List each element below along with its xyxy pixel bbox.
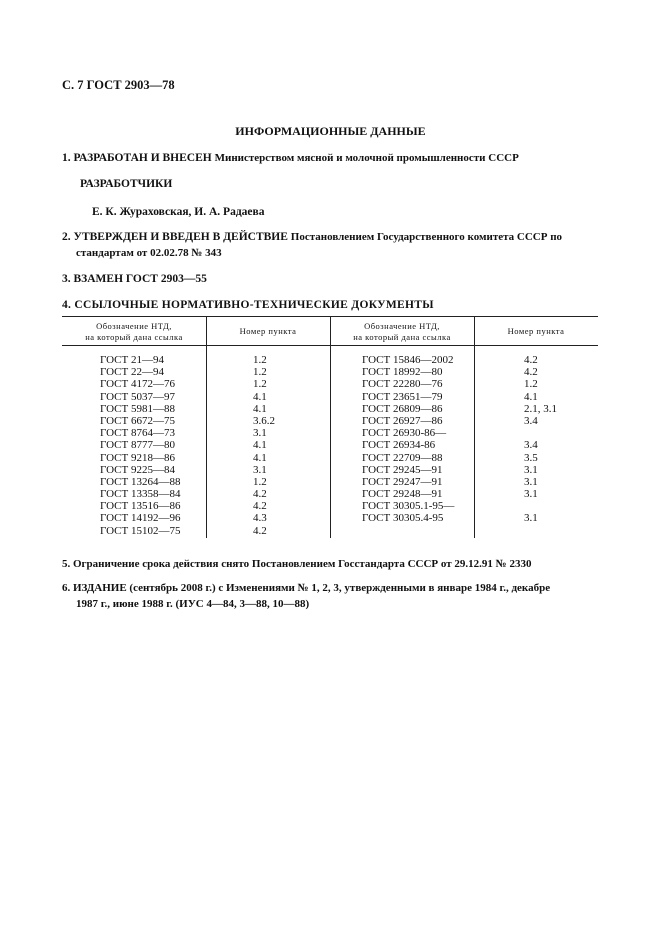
- ref-doc: ГОСТ 30305.1-95—: [362, 500, 455, 513]
- ref-point: 4.1: [253, 439, 267, 452]
- section-5-label: 5.: [62, 558, 71, 570]
- ref-point: 1.2: [253, 378, 267, 391]
- section-reference-docs: [62, 297, 434, 313]
- ref-doc: ГОСТ 26930-86—: [362, 427, 447, 440]
- ref-point: [524, 500, 557, 512]
- page-header: С. 7 ГОСТ 2903—78: [62, 78, 175, 92]
- ref-doc: ГОСТ 29247—91: [362, 475, 443, 488]
- ref-doc: ГОСТ 26934-86: [362, 439, 436, 452]
- ref-doc: ГОСТ 21—94: [100, 354, 164, 366]
- ref-doc: ГОСТ 5981—88: [100, 402, 175, 415]
- header-doc-line2: на который дана ссылка: [353, 332, 451, 342]
- ref-point: 2.1, 3.1: [524, 402, 557, 415]
- ref-point: 4.2: [253, 488, 267, 501]
- section-replaces: 3. ВЗАМЕН ГОСТ 2903—55: [62, 273, 207, 285]
- left-docs-column: [100, 354, 180, 537]
- ref-point: 4.3: [253, 512, 267, 525]
- section-approved: [62, 229, 602, 261]
- developers-label: РАЗРАБОТЧИКИ: [80, 178, 173, 190]
- table-divider-2: [330, 316, 331, 538]
- ref-point: 4.1: [253, 402, 267, 415]
- ref-point: 4.1: [253, 390, 267, 403]
- ref-doc: ГОСТ 23651—79: [362, 390, 443, 403]
- table-divider-3: [474, 316, 475, 538]
- ref-doc: ГОСТ 30305.4-95: [362, 512, 444, 525]
- ref-point: 3.1: [524, 512, 538, 525]
- ref-point: 4.2: [524, 354, 538, 366]
- section-edition: [62, 580, 602, 612]
- section-developed: [62, 150, 519, 166]
- ref-point: 3.6.2: [253, 414, 275, 427]
- ref-point: 3.1: [253, 463, 267, 476]
- ref-point: 3.4: [524, 439, 538, 452]
- ref-doc: ГОСТ 14192—96: [100, 512, 181, 525]
- ref-doc: ГОСТ 26809—86: [362, 402, 443, 415]
- ref-doc: ГОСТ 5037—97: [100, 390, 175, 403]
- ref-doc: ГОСТ 26927—86: [362, 414, 443, 427]
- section-6-label: 6. ИЗДАНИЕ: [62, 582, 127, 594]
- page-title: ИНФОРМАЦИОННЫЕ ДАННЫЕ: [235, 124, 426, 138]
- left-points-column: [253, 354, 275, 537]
- ref-point: 3.4: [524, 414, 538, 427]
- ref-doc: ГОСТ 22—94: [100, 366, 164, 379]
- ref-point: 4.2: [253, 524, 267, 537]
- ref-point: 4.2: [253, 500, 267, 513]
- developers-names: Е. К. Жураховская, И. А. Радаева: [92, 206, 265, 218]
- ref-doc: ГОСТ 8777—80: [100, 439, 175, 452]
- right-docs-column: [362, 354, 454, 525]
- ref-doc: ГОСТ 4172—76: [100, 378, 175, 391]
- right-points-column: [524, 354, 557, 525]
- ref-point: 4.1: [524, 390, 538, 403]
- section-2-label: 2. УТВЕРЖДЕН И ВВЕДЕН В ДЕЙСТВИЕ: [62, 231, 288, 243]
- ref-doc: ГОСТ 9225—84: [100, 463, 175, 476]
- table-divider-1: [206, 316, 207, 538]
- ref-doc: ГОСТ 13358—84: [100, 488, 181, 501]
- ref-doc: ГОСТ 29245—91: [362, 463, 443, 476]
- section-1-text: Министерством мясной и молочной промышленности СССР: [214, 152, 519, 164]
- header-doc-left: [62, 321, 206, 343]
- section-2-text-line1: Постановлением Государственного комитета СССР по: [290, 231, 563, 243]
- ref-point: [524, 427, 557, 439]
- ref-point: 3.5: [524, 451, 538, 464]
- header-doc-right: [330, 321, 474, 343]
- section-term-limit: [62, 556, 531, 572]
- ref-doc: ГОСТ 15846—2002: [362, 354, 454, 366]
- header-point-right: Номер пункта: [507, 326, 565, 336]
- ref-doc: ГОСТ 22709—88: [362, 451, 443, 464]
- section-6-text-line1: (сентябрь 2008 г.) с Изменениями № 1, 2, 3, утвержденными в январе 1984 г., декабре: [129, 582, 551, 594]
- ref-point: 1.2: [253, 475, 267, 488]
- ref-doc: ГОСТ 29248—91: [362, 488, 443, 501]
- ref-point: 1.2: [524, 378, 538, 391]
- section-1-label: 1. РАЗРАБОТАН И ВНЕСЕН: [62, 152, 212, 164]
- section-4-label: 4. ССЫЛОЧНЫЕ НОРМАТИВНО-ТЕХНИЧЕСКИЕ ДОКУМЕНТЫ: [62, 299, 434, 311]
- ref-point: 4.2: [524, 366, 538, 379]
- section-2-text-line2: стандартам от 02.02.78 № 343: [76, 247, 222, 259]
- ref-point: 1.2: [253, 354, 267, 366]
- ref-point: 3.1: [524, 463, 538, 476]
- ref-point: 1.2: [253, 366, 267, 379]
- ref-doc: ГОСТ 8764—73: [100, 427, 175, 440]
- ref-doc: ГОСТ 22280—76: [362, 378, 443, 391]
- ref-doc: ГОСТ 9218—86: [100, 451, 175, 464]
- ref-doc: ГОСТ 13516—86: [100, 500, 181, 513]
- ref-doc: ГОСТ 15102—75: [100, 524, 181, 537]
- header-doc-line1: Обозначение НТД,: [364, 321, 440, 331]
- header-doc-line2: на который дана ссылка: [85, 332, 183, 342]
- header-point-left: Номер пункта: [239, 326, 297, 336]
- section-5-text: Ограничение срока действия снято Постановлением Госстандарта СССР от 29.12.91 № 2330: [73, 558, 532, 570]
- ref-doc: ГОСТ 6672—75: [100, 414, 175, 427]
- ref-point: 3.1: [524, 475, 538, 488]
- ref-doc: ГОСТ 13264—88: [100, 475, 181, 488]
- ref-point: 4.1: [253, 451, 267, 464]
- ref-doc: ГОСТ 18992—80: [362, 366, 443, 379]
- ref-point: 3.1: [253, 427, 267, 440]
- header-doc-line1: Обозначение НТД,: [96, 321, 172, 331]
- section-6-text-line2: 1987 г., июне 1988 г. (ИУС 4—84, 3—88, 10—88): [76, 598, 310, 610]
- ref-point: 3.1: [524, 488, 538, 501]
